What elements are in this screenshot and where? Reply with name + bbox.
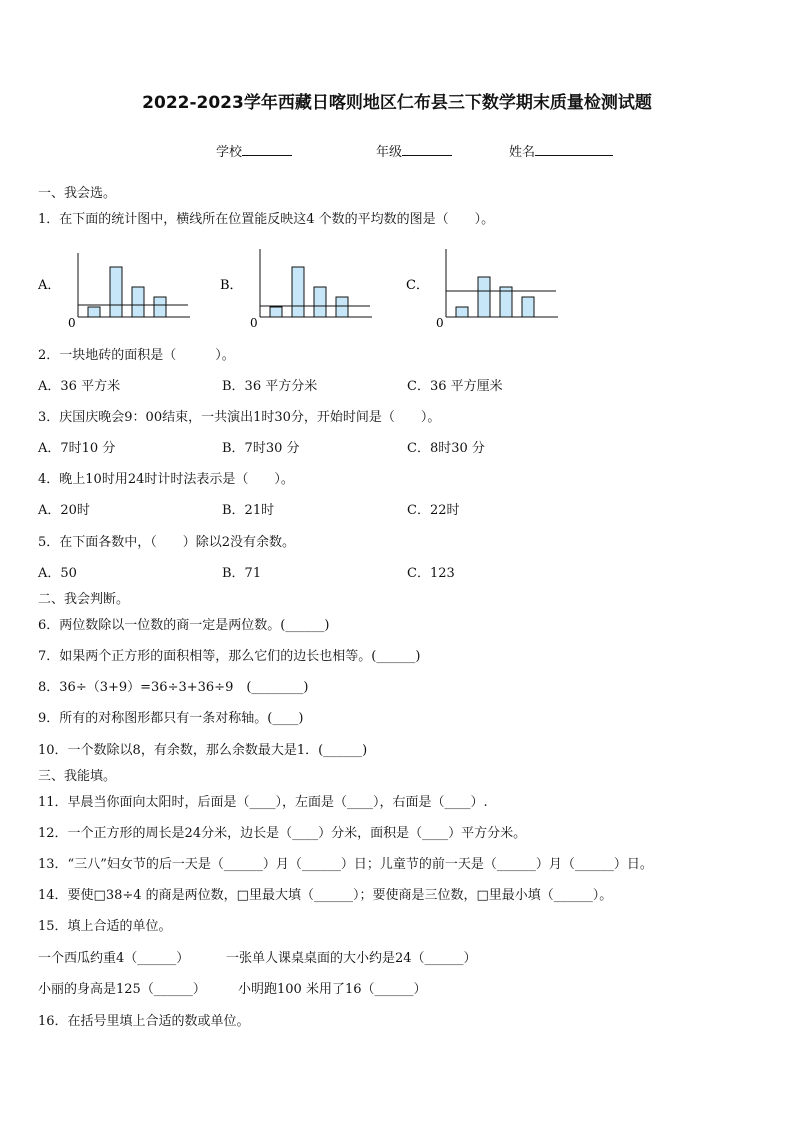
chart-a-label: A． [38, 278, 61, 293]
q5-option-b[interactable]: B．71 [222, 566, 262, 581]
question-13[interactable]: 13．“三八”妇女节的后一天是（______）月（______）日；儿童节的前一天是（______）月（______）日。 [38, 857, 653, 872]
question-4: 4．晚上10时用24时计时法表示是（ ）。 [38, 472, 294, 487]
chart-c-origin: 0 [436, 316, 444, 330]
question-15: 15．填上合适的单位。 [38, 919, 172, 934]
q4-option-a[interactable]: A．20时 [38, 503, 90, 518]
chart-b-origin: 0 [250, 316, 258, 330]
chart-a-svg [38, 245, 198, 335]
q5-option-c[interactable]: C．123 [407, 566, 455, 581]
q5-option-a[interactable]: A．50 [38, 566, 77, 581]
name-label: 姓名 [509, 145, 536, 160]
q15-desk[interactable]: 一张单人课桌桌面的大小约是24（______） [226, 951, 477, 966]
question-16: 16．在括号里填上合适的数或单位。 [38, 1014, 250, 1029]
chart-b-bar-4 [336, 297, 348, 317]
section-1-heading: 一、我会选。 [38, 186, 117, 201]
q2-option-b[interactable]: B．36 平方分米 [222, 379, 318, 394]
school-label: 学校 [216, 145, 243, 160]
school-field[interactable] [216, 141, 292, 160]
question-7[interactable]: 7．如果两个正方形的面积相等，那么它们的边长也相等。(______) [38, 649, 421, 664]
chart-b-svg [220, 245, 380, 335]
chart-c-bar-4 [522, 297, 534, 317]
question-11[interactable]: 11．早晨当你面向太阳时，后面是（____），左面是（____），右面是（____）. [38, 795, 488, 810]
section-3-heading: 三、我能填。 [38, 769, 117, 784]
chart-a-bar-2 [110, 267, 122, 317]
chart-a-origin: 0 [68, 316, 76, 330]
chart-b-bar-2 [292, 267, 304, 317]
q3-option-a[interactable]: A．7时10 分 [38, 441, 116, 456]
grade-label: 年级 [376, 145, 403, 160]
chart-c-bar-1 [456, 307, 468, 317]
q2-option-c[interactable]: C．36 平方厘米 [407, 379, 503, 394]
chart-b-bar-1 [270, 307, 282, 317]
name-field[interactable] [509, 141, 613, 160]
chart-b[interactable] [220, 245, 380, 339]
question-14[interactable]: 14．要使□38÷4 的商是两位数，□里最大填（______）；要使商是三位数，□里最小填（______）。 [38, 888, 613, 903]
q15-height[interactable]: 小丽的身高是125（______） [38, 982, 206, 997]
grade-field[interactable] [376, 141, 452, 160]
q4-option-c[interactable]: C．22时 [407, 503, 460, 518]
chart-a-bar-4 [154, 297, 166, 317]
chart-a[interactable] [38, 245, 198, 339]
page-title: 2022-2023学年西藏日喀则地区仁布县三下数学期末质量检测试题 [142, 93, 652, 113]
chart-a-bar-1 [88, 307, 100, 317]
chart-a-bar-3 [132, 287, 144, 317]
question-8[interactable]: 8．36÷（3+9）=36÷3+36÷9 (________) [38, 680, 309, 695]
chart-c-svg [406, 245, 566, 335]
q15-watermelon[interactable]: 一个西瓜约重4（______） [38, 951, 190, 966]
question-5: 5．在下面各数中，（ ）除以2没有余数。 [38, 535, 296, 550]
chart-c-bar-2 [478, 277, 490, 317]
question-12[interactable]: 12．一个正方形的周长是24分米，边长是（____）分米，面积是（____）平方分米。 [38, 826, 527, 841]
question-2: 2．一块地砖的面积是（ ）。 [38, 348, 235, 363]
chart-b-bar-3 [314, 287, 326, 317]
q2-option-a[interactable]: A．36 平方米 [38, 379, 121, 394]
q3-option-c[interactable]: C．8时30 分 [407, 441, 485, 456]
section-2-heading: 二、我会判断。 [38, 592, 130, 607]
chart-c-label: C． [406, 278, 429, 293]
question-10[interactable]: 10．一个数除以8，有余数，那么余数最大是1．(______) [38, 743, 368, 758]
question-1: 1．在下面的统计图中，横线所在位置能反映这4 个数的平均数的图是（ ）。 [38, 212, 495, 227]
chart-c[interactable] [406, 245, 566, 339]
q3-option-b[interactable]: B．7时30 分 [222, 441, 300, 456]
q4-option-b[interactable]: B．21时 [222, 503, 275, 518]
question-3: 3．庆国庆晚会9：00结束，一共演出1时30分，开始时间是（ ）。 [38, 410, 441, 425]
q15-run-time[interactable]: 小明跑100 米用了16（______） [238, 982, 427, 997]
question-9[interactable]: 9．所有的对称图形都只有一条对称轴。(____) [38, 711, 304, 726]
chart-b-label: B． [220, 278, 243, 293]
question-6[interactable]: 6．两位数除以一位数的商一定是两位数。(______) [38, 618, 330, 633]
